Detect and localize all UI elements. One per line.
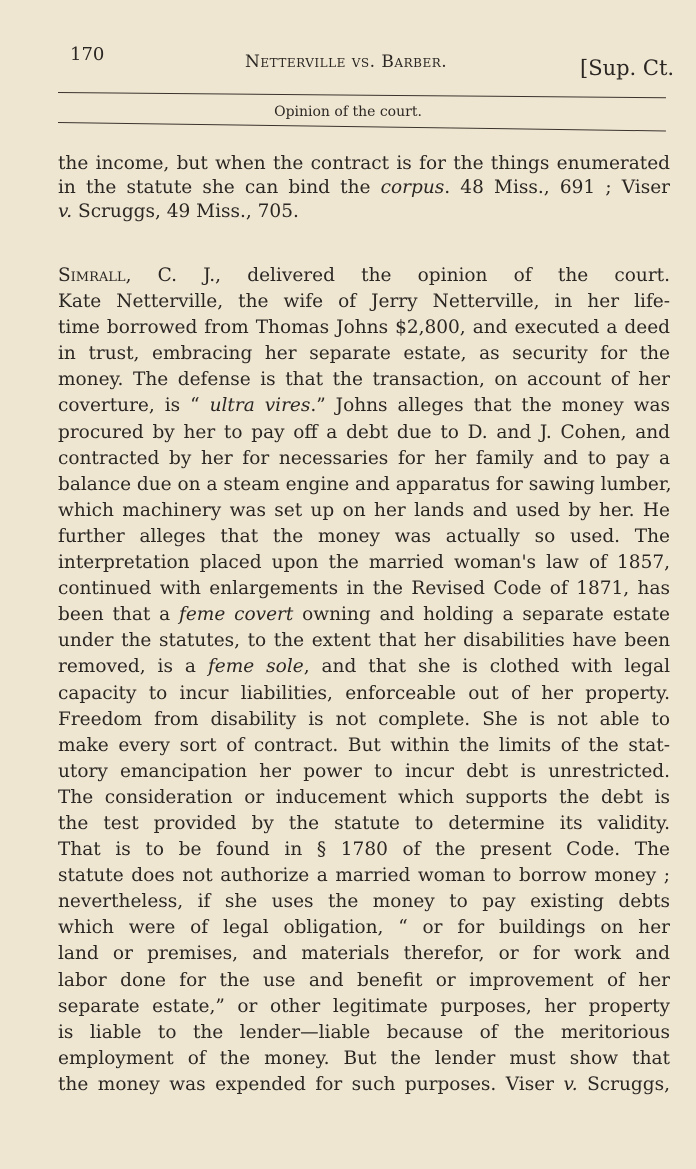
text-segment: Freedom from disability is not complete. She is not able to: [58, 708, 670, 730]
text-line: [58, 1072, 670, 1098]
text-segment: employment of the money. But the lender must show that: [58, 1047, 670, 1069]
text-line: [58, 707, 670, 733]
text-line: [58, 1046, 670, 1072]
text-line: [58, 576, 670, 602]
text-line: [58, 941, 670, 967]
text-segment: continued with enlargements in the Revised Code of 1871, has: [58, 578, 670, 600]
text-line: [58, 811, 670, 837]
text-line: [58, 889, 670, 915]
paragraph-opinion: [58, 263, 670, 1098]
text-line: [58, 837, 670, 863]
text-segment: removed, is a: [58, 656, 208, 678]
text-segment: nevertheless, if she uses the money to pay existing debts: [58, 891, 670, 913]
text-segment: under the statutes, to the extent that her disabilities have been: [58, 630, 670, 652]
text-line: [58, 472, 670, 498]
text-line: [58, 341, 670, 367]
subtitle-rule: [58, 122, 666, 131]
text-line: [58, 420, 670, 446]
text-line: [58, 628, 670, 654]
text-segment: Scruggs, 49 Miss., 705.: [72, 201, 299, 222]
text-line: [58, 785, 670, 811]
text-line: [58, 393, 670, 419]
text-segment: which were of legal obligation, “ or for buildings on her: [58, 917, 670, 939]
text-line: [58, 1020, 670, 1046]
italic-text: v.: [563, 1073, 578, 1095]
running-title: Netterville vs. Barber.: [245, 52, 448, 72]
text-line: [58, 446, 670, 472]
text-segment: The consideration or inducement which supports the debt is: [58, 786, 670, 808]
text-line: [58, 289, 670, 315]
text-segment: contracted by her for necessaries for her family and to pay a: [58, 447, 670, 469]
text-segment: , and that she is clothed with legal: [303, 656, 670, 678]
section-subtitle: Opinion of the court.: [274, 104, 422, 120]
text-segment: in trust, embracing her separate estate, as security for the: [58, 343, 670, 365]
text-segment: make every sort of contract. But within the limits of the stat-: [58, 734, 670, 756]
text-line: [58, 263, 670, 289]
text-segment: statute does not authorize a married woman to borrow money ;: [58, 865, 670, 887]
text-segment: the money was expended for such purposes. Viser: [58, 1073, 564, 1095]
text-line: [58, 200, 670, 224]
text-line: [58, 602, 670, 628]
text-line: [58, 654, 670, 680]
text-line: [58, 915, 670, 941]
text-segment: owning and holding a separate estate: [293, 604, 671, 626]
text-segment: balance due on a steam engine and apparatus for sawing lumber,: [58, 473, 672, 495]
text-segment: . 48 Miss., 691 ; Viser: [444, 177, 670, 198]
page-number: 170: [70, 44, 105, 65]
text-segment: is liable to the lender—liable because of the meritorious: [58, 1021, 670, 1043]
text-segment: in the statute she can bind the: [58, 177, 381, 198]
text-segment: capacity to incur liabilities, enforceable out of her property.: [58, 682, 670, 704]
text-line: [58, 315, 670, 341]
text-segment: land or premises, and materials therefor, or for work and: [58, 943, 670, 965]
text-segment: labor done for the use and benefit or improvement of her: [58, 969, 670, 991]
italic-text: corpus: [380, 177, 445, 198]
text-segment: money. The defense is that the transaction, on account of her: [58, 369, 670, 391]
text-segment: separate estate,” or other legitimate purposes, her property: [58, 995, 670, 1017]
text-segment: coverture, is “: [58, 395, 210, 417]
header-rule: [58, 92, 666, 98]
text-segment: utory emancipation her power to incur debt is unrestricted.: [58, 760, 670, 782]
text-segment: procured by her to pay off a debt due to D. and J. Cohen, and: [58, 421, 670, 443]
text-line: [58, 176, 670, 200]
text-line: [58, 681, 670, 707]
text-segment: the test provided by the statute to determine its validity.: [58, 812, 670, 834]
text-line: [58, 759, 670, 785]
text-segment: the income, but when the contract is for the things enumerated: [58, 153, 670, 174]
text-segment: , C. J., delivered the opinion of the court.: [125, 265, 670, 286]
italic-text: v.: [58, 201, 73, 222]
italic-text: feme covert: [179, 604, 294, 626]
italic-text: feme sole: [207, 656, 304, 678]
text-segment: further alleges that the money was actually so used. The: [58, 525, 670, 547]
italic-text: ultra vires: [209, 395, 311, 417]
text-line: [58, 863, 670, 889]
text-line: [58, 550, 670, 576]
text-line: [58, 968, 670, 994]
text-segment: interpretation placed upon the married woman's law of 1857,: [58, 552, 670, 574]
text-line: [58, 367, 670, 393]
text-segment: Simrall: [58, 265, 126, 286]
text-segment: time borrowed from Thomas Johns $2,800, and executed a deed: [58, 317, 670, 339]
text-line: [58, 524, 670, 550]
text-line: [58, 152, 670, 176]
text-segment: which machinery was set up on her lands and used by her. He: [58, 499, 670, 521]
text-segment: been that a: [58, 604, 179, 626]
text-segment: Scruggs,: [577, 1073, 670, 1095]
text-segment: Kate Netterville, the wife of Jerry Netterville, in her life-: [58, 291, 670, 313]
text-line: [58, 733, 670, 759]
text-segment: .” Johns alleges that the money was: [310, 395, 671, 417]
text-line: [58, 994, 670, 1020]
text-line: [58, 498, 670, 524]
court-label: [Sup. Ct.: [580, 56, 675, 80]
paragraph-continuation: [58, 152, 670, 224]
text-segment: That is to be found in § 1780 of the present Code. The: [58, 839, 670, 861]
